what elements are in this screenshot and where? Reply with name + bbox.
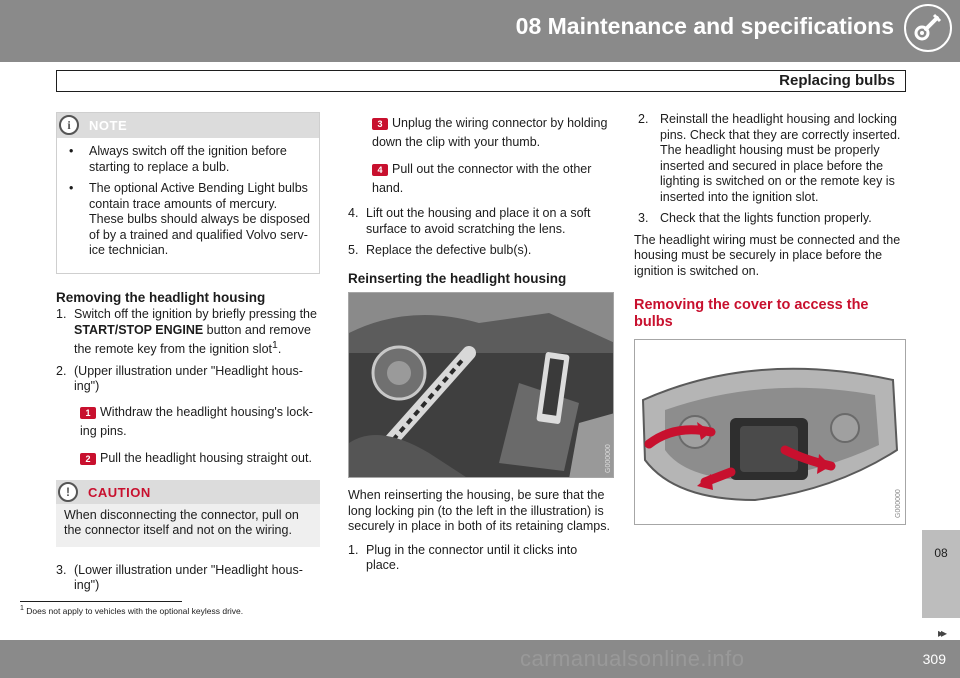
section-bar: [56, 70, 906, 92]
wiring-paragraph: The headlight wiring must be connected and the housing must be securely in place before the ignition is switched on.: [634, 232, 901, 278]
step-4: [348, 206, 614, 237]
caution-box: [56, 480, 320, 547]
note-label: NOTE: [89, 118, 128, 133]
step-number: 3.: [56, 562, 67, 577]
note-bullet-text: Always switch off the ignition before starting to replace a bulb.: [89, 144, 287, 174]
substep-4: [348, 160, 614, 198]
cover-heading: Removing the cover to access the bulbs: [634, 297, 869, 330]
wrench-gear-icon: [904, 4, 952, 52]
reinsert-step-2-text: Reinstall the headlight housing and locking pins. Check that they are correctly inserted. The headlight housing must be properly inserted and secured in place before the lighting is switched on or the remote key is inserted into the ignition slot.: [660, 112, 901, 204]
note-header: [57, 113, 319, 138]
substep-1-text: Withdraw the headlight housing's lock-ing pins.: [80, 404, 313, 438]
substep-4-text: Pull out the connector with the other hand.: [372, 162, 592, 195]
substep-1: [56, 403, 320, 441]
column-middle: [348, 112, 614, 580]
step-number: 2.: [56, 363, 67, 378]
page-number: 309: [922, 651, 946, 667]
step-number: 2.: [638, 112, 649, 126]
reinsert-step-3-text: Check that the lights function properly.: [660, 211, 872, 225]
step-1: [56, 307, 320, 358]
substep-3-text: Unplug the wiring connector by holding down the clip with your thumb.: [372, 116, 608, 149]
note-box: [56, 112, 320, 274]
column-right: [634, 112, 906, 525]
note-body: [57, 138, 319, 273]
figure-code: G000000: [605, 444, 612, 473]
reinsert-step-3: [634, 211, 906, 227]
footnote-text: Does not apply to vehicles with the optional keyless drive.: [26, 605, 244, 616]
caution-header: [56, 480, 320, 504]
step-5: [348, 243, 614, 259]
step-2-text: (Upper illustration under "Headlight hous-ing"): [74, 363, 303, 394]
note-bullet-text: The optional Active Bending Light bulbs contain trace amounts of mercury. These bulbs should always be disposed of by a trained and qualified Volvo serv-ice technician.: [89, 181, 310, 257]
removing-heading: Removing the headlight housing: [56, 289, 266, 305]
step-2: [56, 364, 320, 395]
footnote: [20, 605, 243, 616]
step-5-text: Replace the defective bulb(s).: [366, 243, 532, 257]
callout-badge: 1: [80, 407, 96, 419]
footnote-rule: [20, 601, 182, 602]
chapter-tab: [922, 530, 960, 618]
headlight-housing-drawing: [349, 293, 614, 478]
caution-body: When disconnecting the connector, pull on the connector itself and not on the wiring.: [56, 504, 320, 547]
footnote-number: 1: [20, 605, 24, 612]
headlight-cover-illustration: [634, 339, 906, 525]
info-icon: [59, 115, 79, 135]
chapter-tab-label: 08: [934, 546, 948, 560]
figure-code: G000000: [895, 489, 902, 518]
step-1-text-c: .: [277, 342, 282, 357]
caution-label: CAUTION: [88, 484, 151, 500]
headlight-housing-illustration: [348, 292, 614, 478]
note-bullet: [65, 144, 311, 175]
next-page-arrows: ▸▸: [937, 626, 944, 640]
substep-2-text: Pull the headlight housing straight out.: [100, 450, 312, 465]
substep-3: [348, 114, 614, 152]
step-3-text: (Lower illustration under "Headlight hous-ing"): [74, 562, 303, 593]
step-3: [56, 563, 320, 594]
callout-badge: 3: [372, 118, 388, 130]
footnote-ref: 1: [272, 340, 278, 351]
headlight-cover-drawing: [635, 340, 906, 525]
section-title: Replacing bulbs: [779, 72, 895, 89]
reinsert-step-1: [348, 543, 614, 574]
reinsert-paragraph: When reinserting the housing, be sure that the long locking pin (to the left in the illustration) is securely in place in both of its retaining clamps.: [348, 488, 610, 533]
step-number: 3.: [638, 211, 649, 225]
warning-icon: [58, 482, 78, 502]
reinsert-step-2: [634, 112, 906, 205]
callout-badge: 2: [80, 453, 96, 465]
step-1-text-a: Switch off the ignition by briefly pressing the: [74, 307, 317, 321]
step-number: 5.: [348, 243, 359, 257]
step-number: 4.: [348, 206, 359, 220]
callout-badge: 4: [372, 164, 388, 176]
bullet-dot: •: [69, 181, 74, 195]
note-bullet: [65, 181, 311, 259]
watermark: carmanualsonline.info: [520, 646, 745, 671]
chapter-title: 08 Maintenance and specifications: [515, 13, 894, 39]
step-1-text-b: button and remove the remote key from the ignition slot: [74, 322, 311, 357]
reinsert-heading: Reinserting the headlight housing: [348, 270, 567, 286]
substep-2: [56, 449, 320, 468]
start-stop-label: START/STOP ENGINE: [74, 322, 204, 337]
reinsert-step-1-text: Plug in the connector until it clicks into place.: [366, 542, 578, 572]
step-number: 1.: [348, 542, 359, 557]
step-number: 1.: [56, 307, 67, 321]
column-left: [56, 112, 320, 600]
footer-band: [0, 640, 960, 678]
bullet-dot: •: [69, 144, 74, 158]
step-4-text: Lift out the housing and place it on a soft surface to avoid scratching the lens.: [366, 206, 591, 236]
